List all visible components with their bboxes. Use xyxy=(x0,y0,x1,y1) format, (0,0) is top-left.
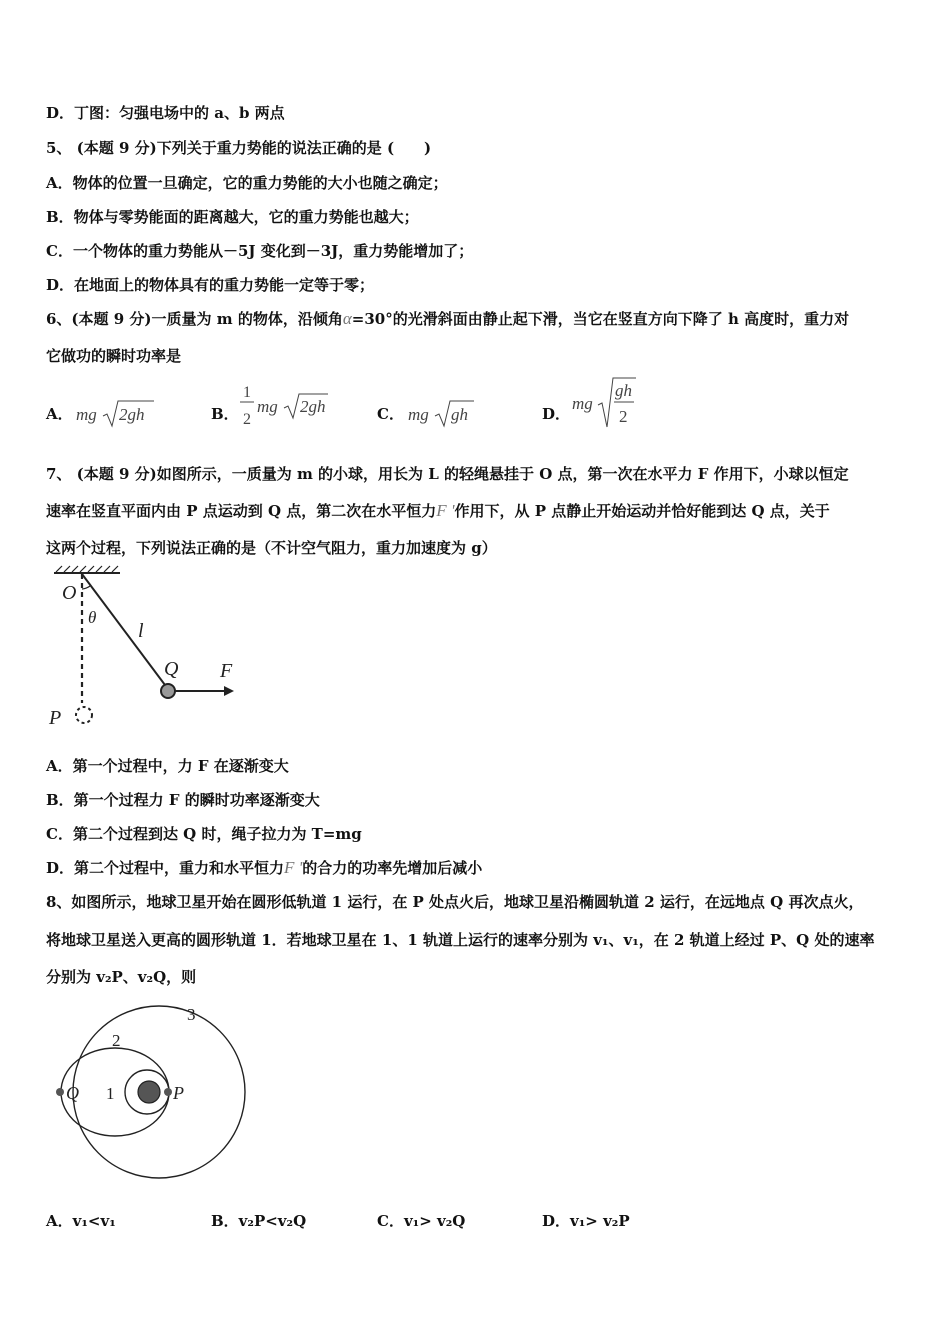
q6-alpha-symbol: α xyxy=(342,309,352,328)
q5-option-c: C．一个物体的重力势能从－5J 变化到－3J，重力势能增加了； xyxy=(46,242,474,260)
q6-b-radicand: 2gh xyxy=(300,397,326,416)
label-orbit-3: 3 xyxy=(187,1005,196,1024)
q8-orbit-figure xyxy=(44,1000,254,1190)
q8-option-a: A．v₁<v₁ xyxy=(46,1212,116,1230)
q7-option-b: B．第一个过程力 F 的瞬时功率逐渐变大 xyxy=(46,791,320,809)
q6-option-a-formula xyxy=(76,396,156,430)
q4-option-d: D．丁图：匀强电场中的 a、b 两点 xyxy=(46,104,285,122)
q6-b-num: 1 xyxy=(243,384,251,401)
q6-d-mg: mg xyxy=(572,394,593,413)
q6-option-a-label: A． xyxy=(46,405,73,423)
q6-d-num: gh xyxy=(615,381,632,400)
q6-option-c-formula xyxy=(408,396,480,430)
q8-option-c: C．v₁> v₂Q xyxy=(377,1212,466,1230)
q8-stem-line3: 分别为 v₂P、v₂Q，则 xyxy=(46,968,197,986)
q7-stem-line2 xyxy=(46,500,830,521)
label-q: Q xyxy=(66,1083,79,1103)
q6-option-d-label: D． xyxy=(542,405,571,423)
q7-option-a: A．第一个过程中，力 F 在逐渐变大 xyxy=(46,757,289,775)
label-orbit-2: 2 xyxy=(112,1031,121,1050)
q8-option-d: D．v₁> v₂P xyxy=(542,1212,630,1230)
point-q xyxy=(56,1088,64,1096)
q6-c-radicand: gh xyxy=(451,405,468,424)
q6-a-radicand: 2gh xyxy=(119,405,145,424)
q6-option-b xyxy=(211,403,239,424)
ball-q xyxy=(161,684,175,698)
q7-option-c: C．第二个过程到达 Q 时，绳子拉力为 T=mg xyxy=(46,825,362,843)
q7-stem-line1: 7、 (本题 9 分)如图所示，一质量为 m 的小球，用长为 L 的轻绳悬挂于 O 点，第一次在水平力 F 作用下，小球以恒定 xyxy=(46,465,849,483)
q7-option-d-fprime: F ' xyxy=(284,858,303,877)
q5-option-a: A．物体的位置一旦确定，它的重力势能的大小也随之确定； xyxy=(46,174,448,192)
q6-a-mg: mg xyxy=(76,405,97,424)
q6-stem-line1 xyxy=(46,308,849,329)
label-theta: θ xyxy=(88,608,97,627)
point-p xyxy=(164,1088,172,1096)
q6-option-d xyxy=(542,403,570,424)
q7-stem-c: 作用下，从 P 点静止开始运动并恰好能到达 Q 点，关于 xyxy=(454,502,830,520)
label-p: P xyxy=(173,1083,184,1103)
q6-option-d-formula xyxy=(572,375,642,431)
q6-option-c-label: C． xyxy=(377,405,404,423)
label-p: P xyxy=(49,707,62,729)
force-arrow-head xyxy=(224,686,234,696)
q6-option-b-label: B． xyxy=(211,405,239,423)
q5-option-b: B．物体与零势能面的距离越大，它的重力势能也越大； xyxy=(46,208,419,226)
q6-b-den: 2 xyxy=(243,411,251,428)
q7-fprime-symbol: F ' xyxy=(436,501,455,520)
ball-p-dashed xyxy=(76,707,92,723)
q6-stem-b: =30°的光滑斜面由静止起下滑，当它在竖直方向下降了 h 高度时，重力对 xyxy=(351,310,850,328)
label-l: l xyxy=(138,620,144,642)
label-f: F xyxy=(220,660,233,682)
earth xyxy=(138,1081,160,1103)
q6-stem-line2: 它做功的瞬时功率是 xyxy=(46,347,182,365)
q6-c-mg: mg xyxy=(408,405,429,424)
q6-b-mg: mg xyxy=(257,397,278,416)
q7-option-d-a: D．第二个过程中，重力和水平恒力 xyxy=(46,859,285,877)
q7-option-d xyxy=(46,857,482,878)
label-orbit-1: 1 xyxy=(106,1084,115,1103)
angle-arc xyxy=(82,586,90,589)
q6-option-b-formula xyxy=(238,380,330,430)
q5-option-d: D．在地面上的物体具有的重力势能一定等于零； xyxy=(46,276,375,294)
q8-stem-line1: 8、如图所示，地球卫星开始在圆形低轨道 1 运行，在 P 处点火后，地球卫星沿椭圆轨道 2 运行，在远地点 Q 再次点火， xyxy=(46,893,864,911)
q7-stem-line3: 这两个过程，下列说法正确的是（不计空气阻力，重力加速度为 g） xyxy=(46,539,497,557)
q8-option-b: B．v₂P<v₂Q xyxy=(211,1212,307,1230)
q7-pendulum-figure xyxy=(44,565,244,730)
q7-stem-b: 速率在竖直平面内由 P 点运动到 Q 点，第二次在水平恒力 xyxy=(46,502,437,520)
q6-d-den: 2 xyxy=(619,407,628,426)
label-q: Q xyxy=(164,658,179,680)
q5-stem: 5、 (本题 9 分)下列关于重力势能的说法正确的是 ( ) xyxy=(46,139,432,157)
ceiling-hatching xyxy=(56,566,118,572)
q6-option-a xyxy=(46,403,73,424)
q7-option-d-b: 的合力的功率先增加后减小 xyxy=(302,859,483,877)
q6-stem-a: 6、(本题 9 分)一质量为 m 的物体，沿倾角 xyxy=(46,310,343,328)
rope-line xyxy=(82,574,168,689)
label-o: O xyxy=(62,582,77,604)
q6-option-c xyxy=(377,403,404,424)
q8-stem-line2: 将地球卫星送入更高的圆形轨道 1．若地球卫星在 1、1 轨道上运行的速率分别为 v₁、v₁，在 2 轨道上经过 P、Q 处的速率 xyxy=(46,931,875,949)
